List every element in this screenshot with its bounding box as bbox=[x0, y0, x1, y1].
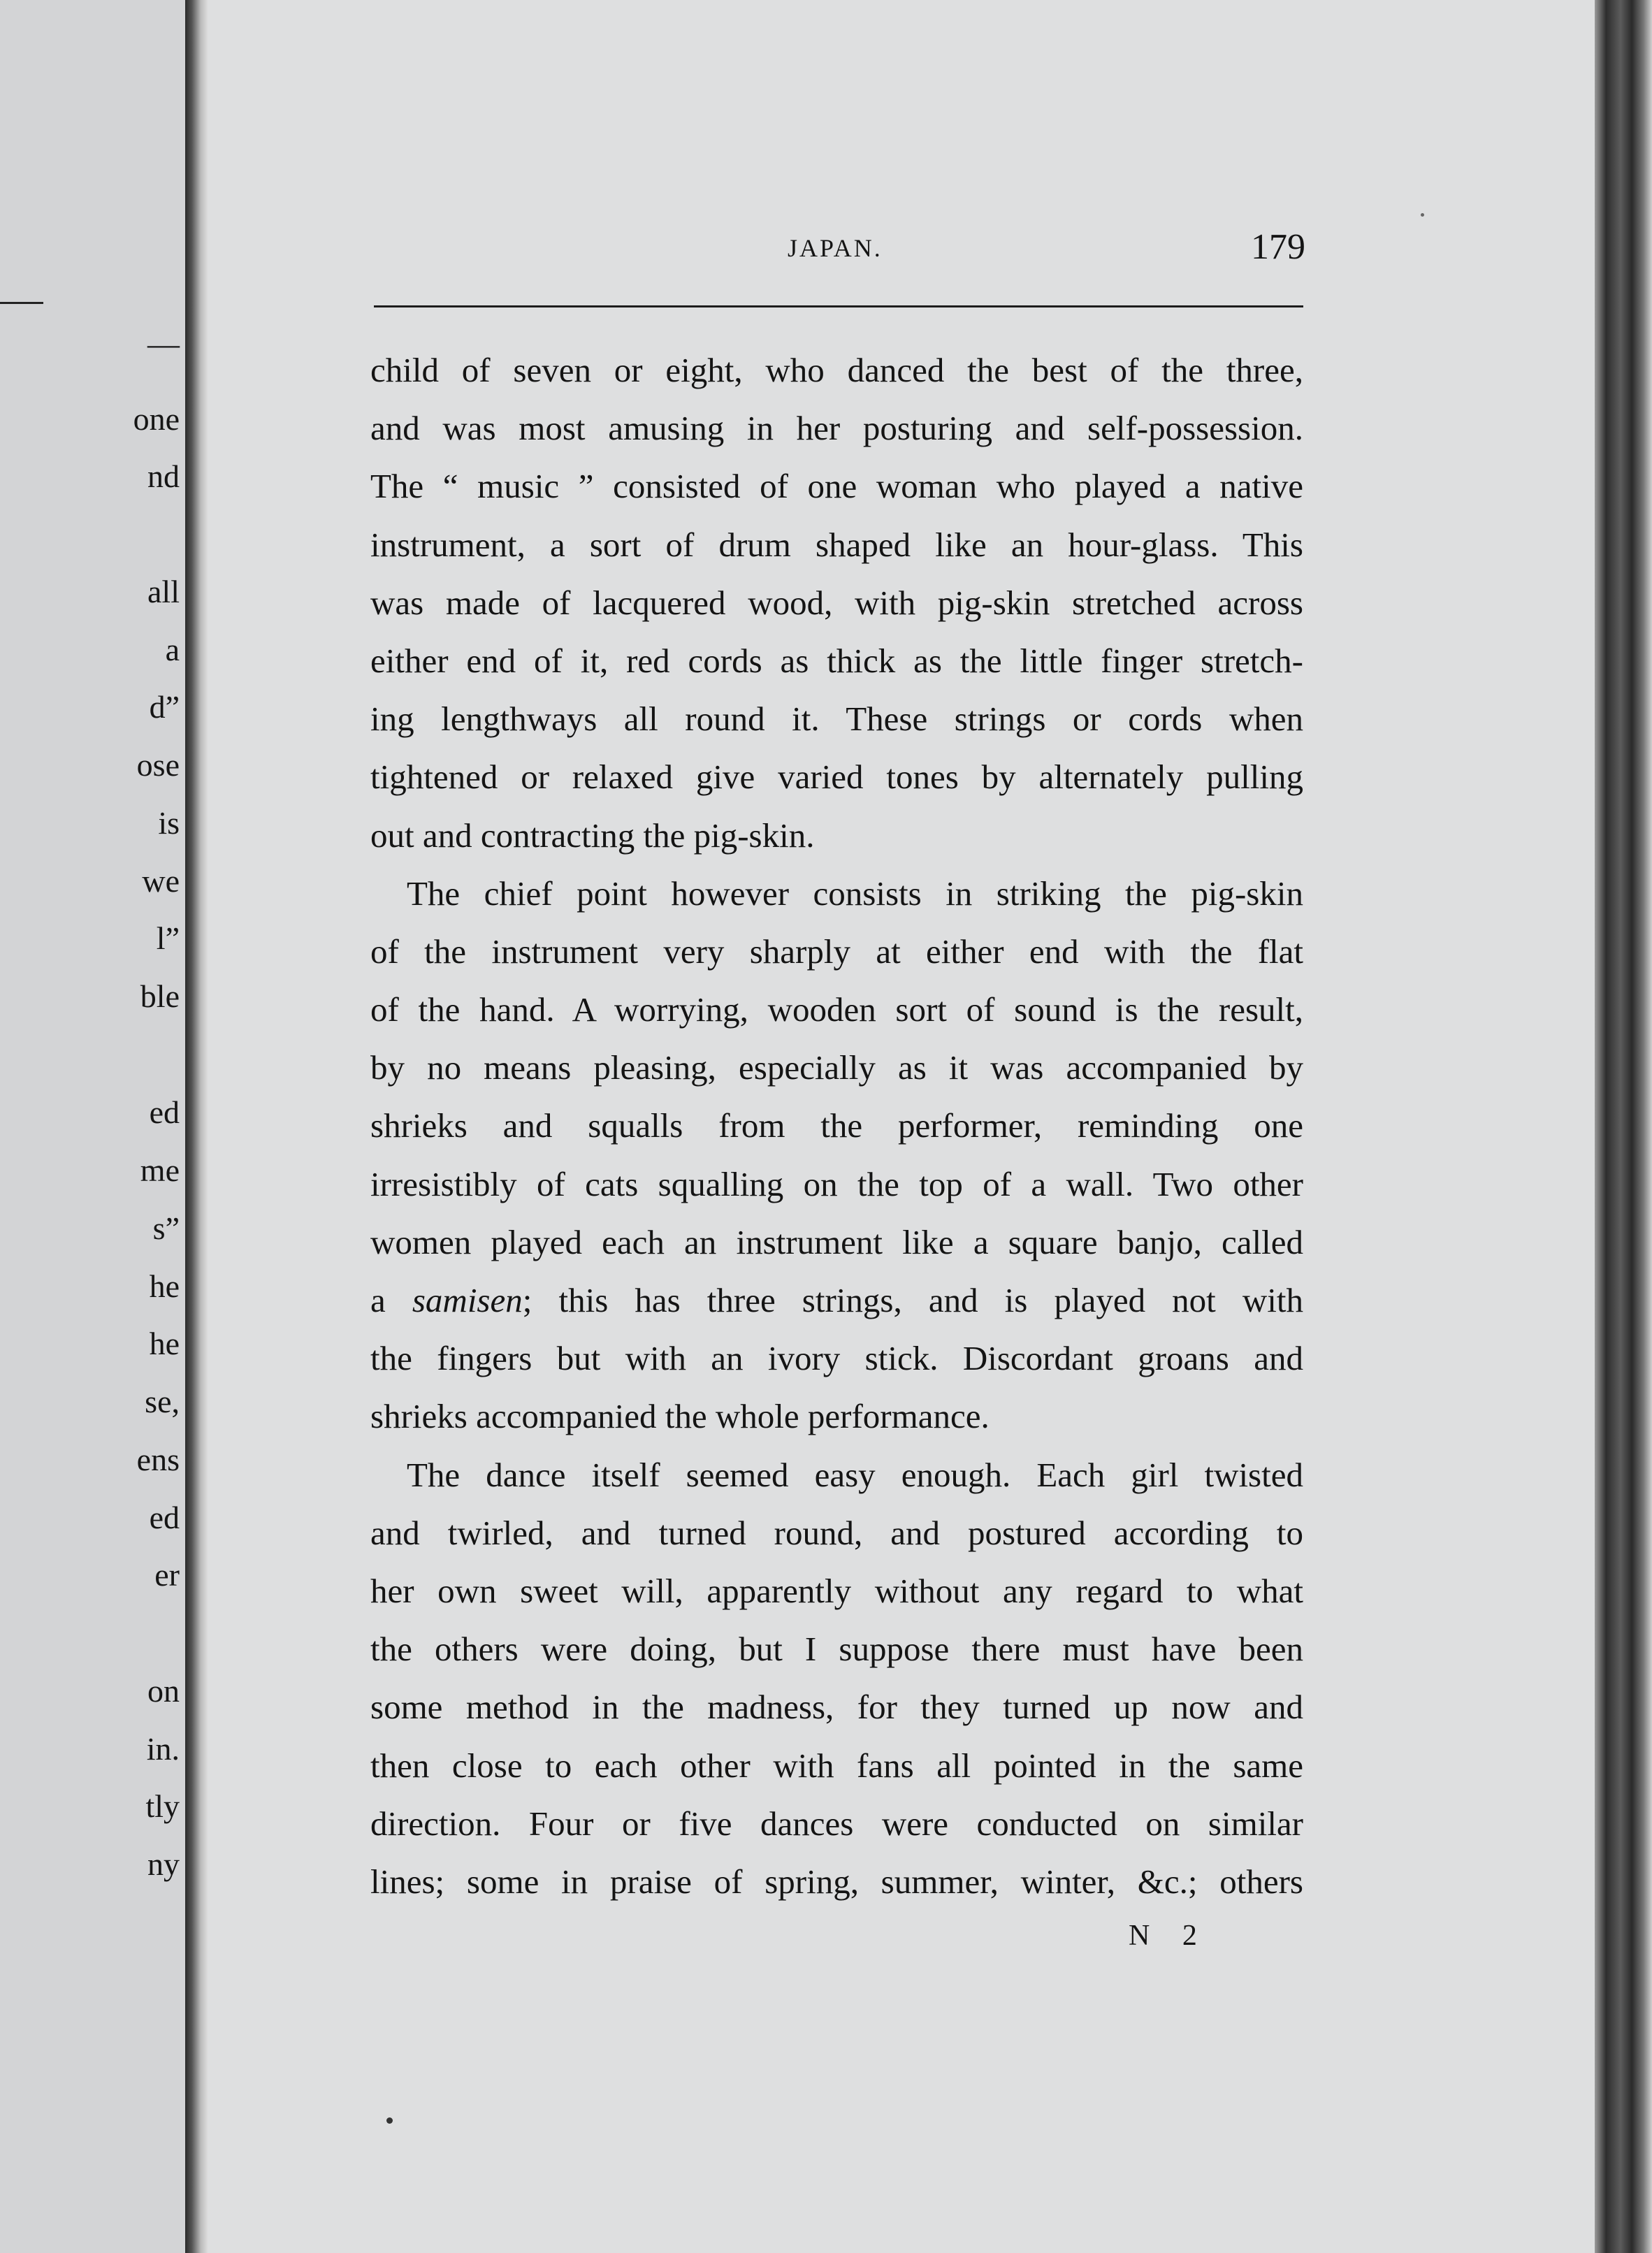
text-line: shrieks accompanied the whole performance. bbox=[370, 1397, 990, 1436]
facing-page-fragment: is bbox=[158, 805, 180, 841]
text-line: The “ music ” consisted of one woman who played a native bbox=[370, 467, 1303, 506]
book-gutter bbox=[185, 0, 208, 2253]
text-line: and was most amusing in her posturing and self-possession. bbox=[370, 409, 1303, 448]
facing-page-fragment: ny bbox=[147, 1846, 180, 1882]
text-line: was made of lacquered wood, with pig-skin stretched across bbox=[370, 583, 1303, 622]
page-number: 179 bbox=[1251, 227, 1305, 267]
facing-page-edge bbox=[0, 0, 185, 2253]
facing-page-fragment: se, bbox=[145, 1384, 180, 1419]
text-line: tightened or relaxed give varied tones by alternately pulling bbox=[370, 758, 1303, 797]
page-edge-stack bbox=[1595, 0, 1652, 2253]
facing-page-fragment: a bbox=[165, 632, 180, 667]
facing-page-rule bbox=[0, 302, 43, 304]
text-line: irresistibly of cats squalling on the top of a wall. Two other bbox=[370, 1164, 1303, 1203]
text-line: direction. Four or five dances were conducted on similar bbox=[370, 1804, 1303, 1843]
facing-page-fragment: in. bbox=[146, 1731, 180, 1767]
text-line: then close to each other with fans all pointed in the same bbox=[370, 1746, 1303, 1785]
text-line: women played each an instrument like a square banjo, called bbox=[370, 1222, 1303, 1261]
text-line: either end of it, red cords as thick as the little finger stretch- bbox=[370, 641, 1303, 680]
facing-page-fragment: ed bbox=[149, 1094, 180, 1130]
text-line: The chief point however consists in striking the pig-skin bbox=[407, 874, 1303, 913]
text-line: her own sweet will, apparently without any regard to what bbox=[370, 1571, 1303, 1610]
text-line: by no means pleasing, especially as it was accompanied by bbox=[370, 1048, 1303, 1087]
facing-page-fragment: me bbox=[140, 1152, 180, 1188]
facing-page-fragment: we bbox=[142, 863, 180, 899]
facing-page-fragment: all bbox=[147, 574, 180, 609]
text-line: The dance itself seemed easy enough. Each girl twisted bbox=[407, 1455, 1303, 1494]
text-line: the fingers but with an ivory stick. Discordant groans and bbox=[370, 1339, 1303, 1378]
text-line: instrument, a sort of drum shaped like an hour-glass. This bbox=[370, 525, 1303, 564]
header-rule bbox=[374, 305, 1303, 307]
running-head-title: JAPAN. bbox=[788, 234, 883, 262]
facing-page-fragment: — bbox=[147, 326, 180, 361]
text-line: child of seven or eight, who danced the best of the three, bbox=[370, 351, 1303, 389]
facing-page-fragment: ose bbox=[136, 747, 180, 783]
text-fragment: ; this has three strings, and is played not with bbox=[522, 1281, 1304, 1319]
text-line bbox=[370, 1271, 1303, 1329]
text-line: lines; some in praise of spring, summer, winter, &c.; others bbox=[370, 1862, 1303, 1901]
text-line: shrieks and squalls from the performer, reminding one bbox=[370, 1106, 1303, 1145]
text-line: the others were doing, but I suppose there must have been bbox=[370, 1630, 1303, 1669]
facing-page-fragment: d” bbox=[149, 689, 180, 725]
signature-mark: N 2 bbox=[1129, 1920, 1210, 1952]
ink-speck bbox=[1421, 213, 1424, 217]
ink-speck bbox=[386, 2117, 393, 2124]
facing-page-fragment: er bbox=[154, 1557, 180, 1593]
facing-page-fragment: ed bbox=[149, 1500, 180, 1535]
facing-page-fragment: on bbox=[147, 1673, 180, 1709]
facing-page-fragment: nd bbox=[147, 458, 180, 494]
text-line: of the hand. A worrying, wooden sort of sound is the result, bbox=[370, 990, 1303, 1029]
text-line: and twirled, and turned round, and postured according to bbox=[370, 1513, 1303, 1552]
facing-page-fragment: he bbox=[149, 1268, 180, 1304]
body-text bbox=[370, 341, 1303, 1911]
facing-page-fragment: ble bbox=[140, 978, 180, 1014]
facing-page-fragment: tly bbox=[145, 1788, 180, 1824]
facing-page-fragment: ens bbox=[136, 1442, 180, 1477]
facing-page-fragment: one bbox=[133, 401, 180, 437]
facing-page-fragment: s” bbox=[152, 1210, 180, 1246]
text-fragment: a bbox=[370, 1281, 412, 1319]
text-line: of the instrument very sharply at either end with the flat bbox=[370, 932, 1303, 971]
text-line: ing lengthways all round it. These strings or cords when bbox=[370, 700, 1303, 739]
italic-term-samisen: samisen bbox=[412, 1281, 523, 1319]
facing-page-fragment: he bbox=[149, 1326, 180, 1361]
text-line: out and contracting the pig-skin. bbox=[370, 816, 815, 855]
facing-page-fragment: l” bbox=[156, 920, 180, 956]
text-line: some method in the madness, for they turned up now and bbox=[370, 1688, 1303, 1727]
